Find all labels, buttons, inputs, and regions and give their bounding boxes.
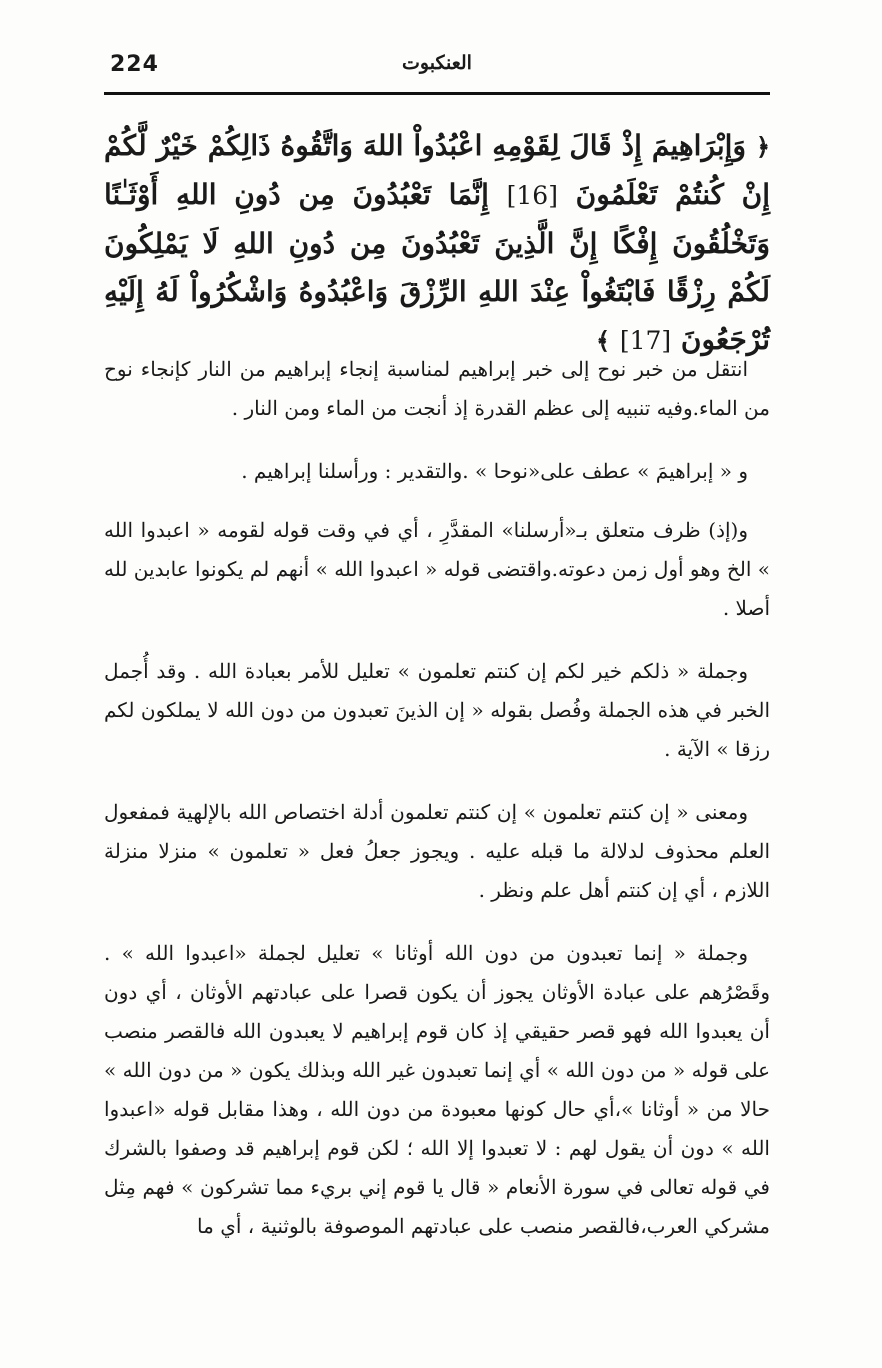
commentary-paragraph: وجملة « ذلكم خير لكم إن كنتم تعلمون » تعليل للأمر بعبادة الله . وقد أُجمل الخبر في هذه الجملة وفُصل بقوله « إن الذينَ تعبدون من دون الله لا يملكون لكم رزقا » الآية . (104, 659, 770, 761)
document-page (104, 0, 770, 1368)
page-number: 224 (110, 52, 159, 77)
commentary-body (104, 350, 770, 1270)
commentary-paragraph: وجملة « إنما تعبدون من دون الله أوثانا » تعليل لجملة «اعبدوا الله » . وقَصْرُهم على عبادة الأوثان يجوز أن يكون قصرا على عبادتهم الأوثان ، أي دون أن يعبدوا الله فهو قصر حقيقي إذ كان قوم إبراهيم لا يعبدون الله فالقصر منصب على قوله « من دون الله » أي إنما تعبدون غير الله وبذلك يكون « من دون الله » حالا من « أوثانا »،أي حال كونها معبودة من دون الله ، وهذا مقابل قوله «اعبدوا الله » دون أن يقول لهم : لا تعبدوا إلا الله ؛ لكن قوم إبراهيم قد وصفوا بالشرك في قوله تعالى في سورة الأنعام « قال يا قوم إني بريء مما تشركون » فهم مِثل مشركي العرب،فالقصر منصب على عبادتهم الموصوفة بالوثنية ، أي ما (104, 941, 770, 1238)
quran-verse-block (104, 122, 770, 365)
commentary-paragraph: انتقل من خبر نوح إلى خبر إبراهيم لمناسبة إنجاء إبراهيم من النار كإنجاء نوح من الماء.وفيه تنبيه إلى عظم القدرة إذ أنجت من الماء ومن النار . (104, 357, 770, 420)
header-divider (104, 92, 770, 95)
verse-text-16: وَإِبْرَاهِيمَ إِذْ قَالَ لِقَوْمِهِ اعْبُدُواْ اللهَ وَاتَّقُوهُ ذَالِكُمْ خَيْرٌ لَّكُمْ إِنْ كُنتُمْ تَعْلَمُونَ (104, 129, 771, 211)
verse-close-ornament: ﴾ (596, 326, 611, 355)
commentary-paragraph: ومعنى « إن كنتم تعلمون » إن كنتم تعلمون أدلة اختصاص الله بالإلهية فمفعول العلم محذوف لدلالة ما قبله عليه . ويجوز جعلُ فعل « تعلمون » منزلا منزلة اللازم ، أي إن كنتم أهل علم ونظر . (104, 800, 770, 902)
verse-number-16: [16] (506, 181, 558, 210)
verse-open-ornament: ﴿ (755, 132, 771, 161)
verse-text-17: إِنَّمَا تَعْبُدُونَ مِن دُونِ اللهِ أَوْثَـٰنًا وَتَخْلُقُونَ إِفْكًا إِنَّ الَّذِينَ تَعْبُدُونَ مِن دُونِ اللهِ لَا يَمْلِكُونَ لَكُمْ رِزْقًا فَابْتَغُواْ عِنْدَ اللهِ الرِّزْقَ وَاعْبُدُوهُ وَاشْكُرُواْ لَهُ إِلَيْهِ تُرْجَعُونَ (104, 178, 770, 356)
running-title: العنكبوت (402, 52, 472, 74)
commentary-paragraph: و « إبراهيمَ » عطف على«نوحا » .والتقدير : ورأسلنا إبراهيم . (241, 459, 748, 483)
commentary-paragraph: و(إذ) ظرف متعلق بـ«أرسلنا» المقدَّرِ ، أي في وقت قوله لقومه « اعبدوا الله » الخ وهو أول زمن دعوته.واقتضى قوله « اعبدوا الله » أنهم لم يكونوا عابدين لله أصلا . (104, 518, 770, 620)
verse-number-17: [17] (619, 326, 672, 355)
page-header (104, 52, 770, 92)
